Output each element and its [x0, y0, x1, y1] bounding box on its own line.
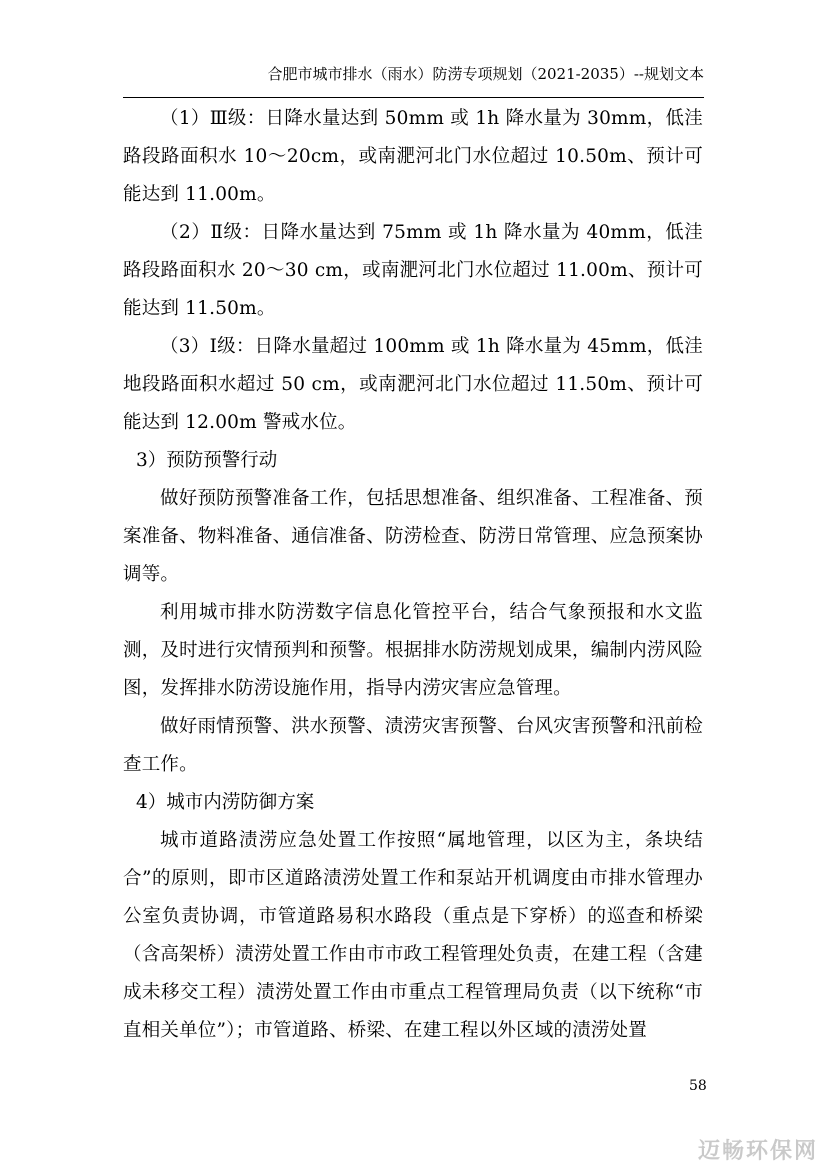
- paragraph-preparation: 做好预防预警准备工作，包括思想准备、组织准备、工程准备、预案准备、物料准备、通信准备、防涝检查、防涝日常管理、应急预案协调等。: [123, 488, 703, 585]
- section-heading-prevention-warning: 3）预防预警行动: [136, 450, 278, 471]
- watermark-logo: 迈畅环保网: [697, 1139, 818, 1164]
- paragraph-level-1: （3）Ⅰ级：日降水量超过 100mm 或 1h 降水量为 45mm，低洼地段路面积水超过 50 cm，或南淝河北门水位超过 11.50m、预计可能达到 12.00m 警戒水位。: [123, 336, 703, 433]
- paragraph-defense-plan: 城市道路渍涝应急处置工作按照“属地管理，以区为主，条块结合”的原则，即市区道路渍涝处置工作和泵站开机调度由市排水管理办公室负责协调，市管道路易积水路段（重点是下穿桥）的巡查和桥梁（含高架桥）渍涝处置工作由市市政工程管理处负责，在建工程（含建成未移交工程）渍涝处置工作由市重点工程管理局负责（以下统称“市直相关单位”）；市管道路、桥梁、在建工程以外区域的渍涝处置: [123, 830, 703, 1041]
- page-number: 58: [689, 1078, 707, 1094]
- paragraph-warnings: 做好雨情预警、洪水预警、渍涝灾害预警、台风灾害预警和汛前检查工作。: [123, 716, 703, 775]
- paragraph-level-2: （2）Ⅱ级：日降水量达到 75mm 或 1h 降水量为 40mm，低洼路段路面积水 20～30 cm，或南淝河北门水位超过 11.00m、预计可能达到 11.50m。: [123, 222, 703, 319]
- header-divider: [123, 97, 704, 98]
- section-heading-defense-plan: 4）城市内涝防御方案: [136, 792, 315, 813]
- running-header: 合肥市城市排水（雨水）防涝专项规划（2021-2035）--规划文本: [267, 65, 704, 83]
- paragraph-level-3: （1）Ⅲ级：日降水量达到 50mm 或 1h 降水量为 30mm，低洼路段路面积水 10～20cm，或南淝河北门水位超过 10.50m、预计可能达到 11.00m。: [123, 108, 703, 205]
- document-body: [123, 100, 703, 1050]
- paragraph-platform: 利用城市排水防涝数字信息化管控平台，结合气象预报和水文监测，及时进行灾情预判和预警。根据排水防涝规划成果，编制内涝风险图，发挥排水防涝设施作用，指导内涝灾害应急管理。: [123, 602, 703, 699]
